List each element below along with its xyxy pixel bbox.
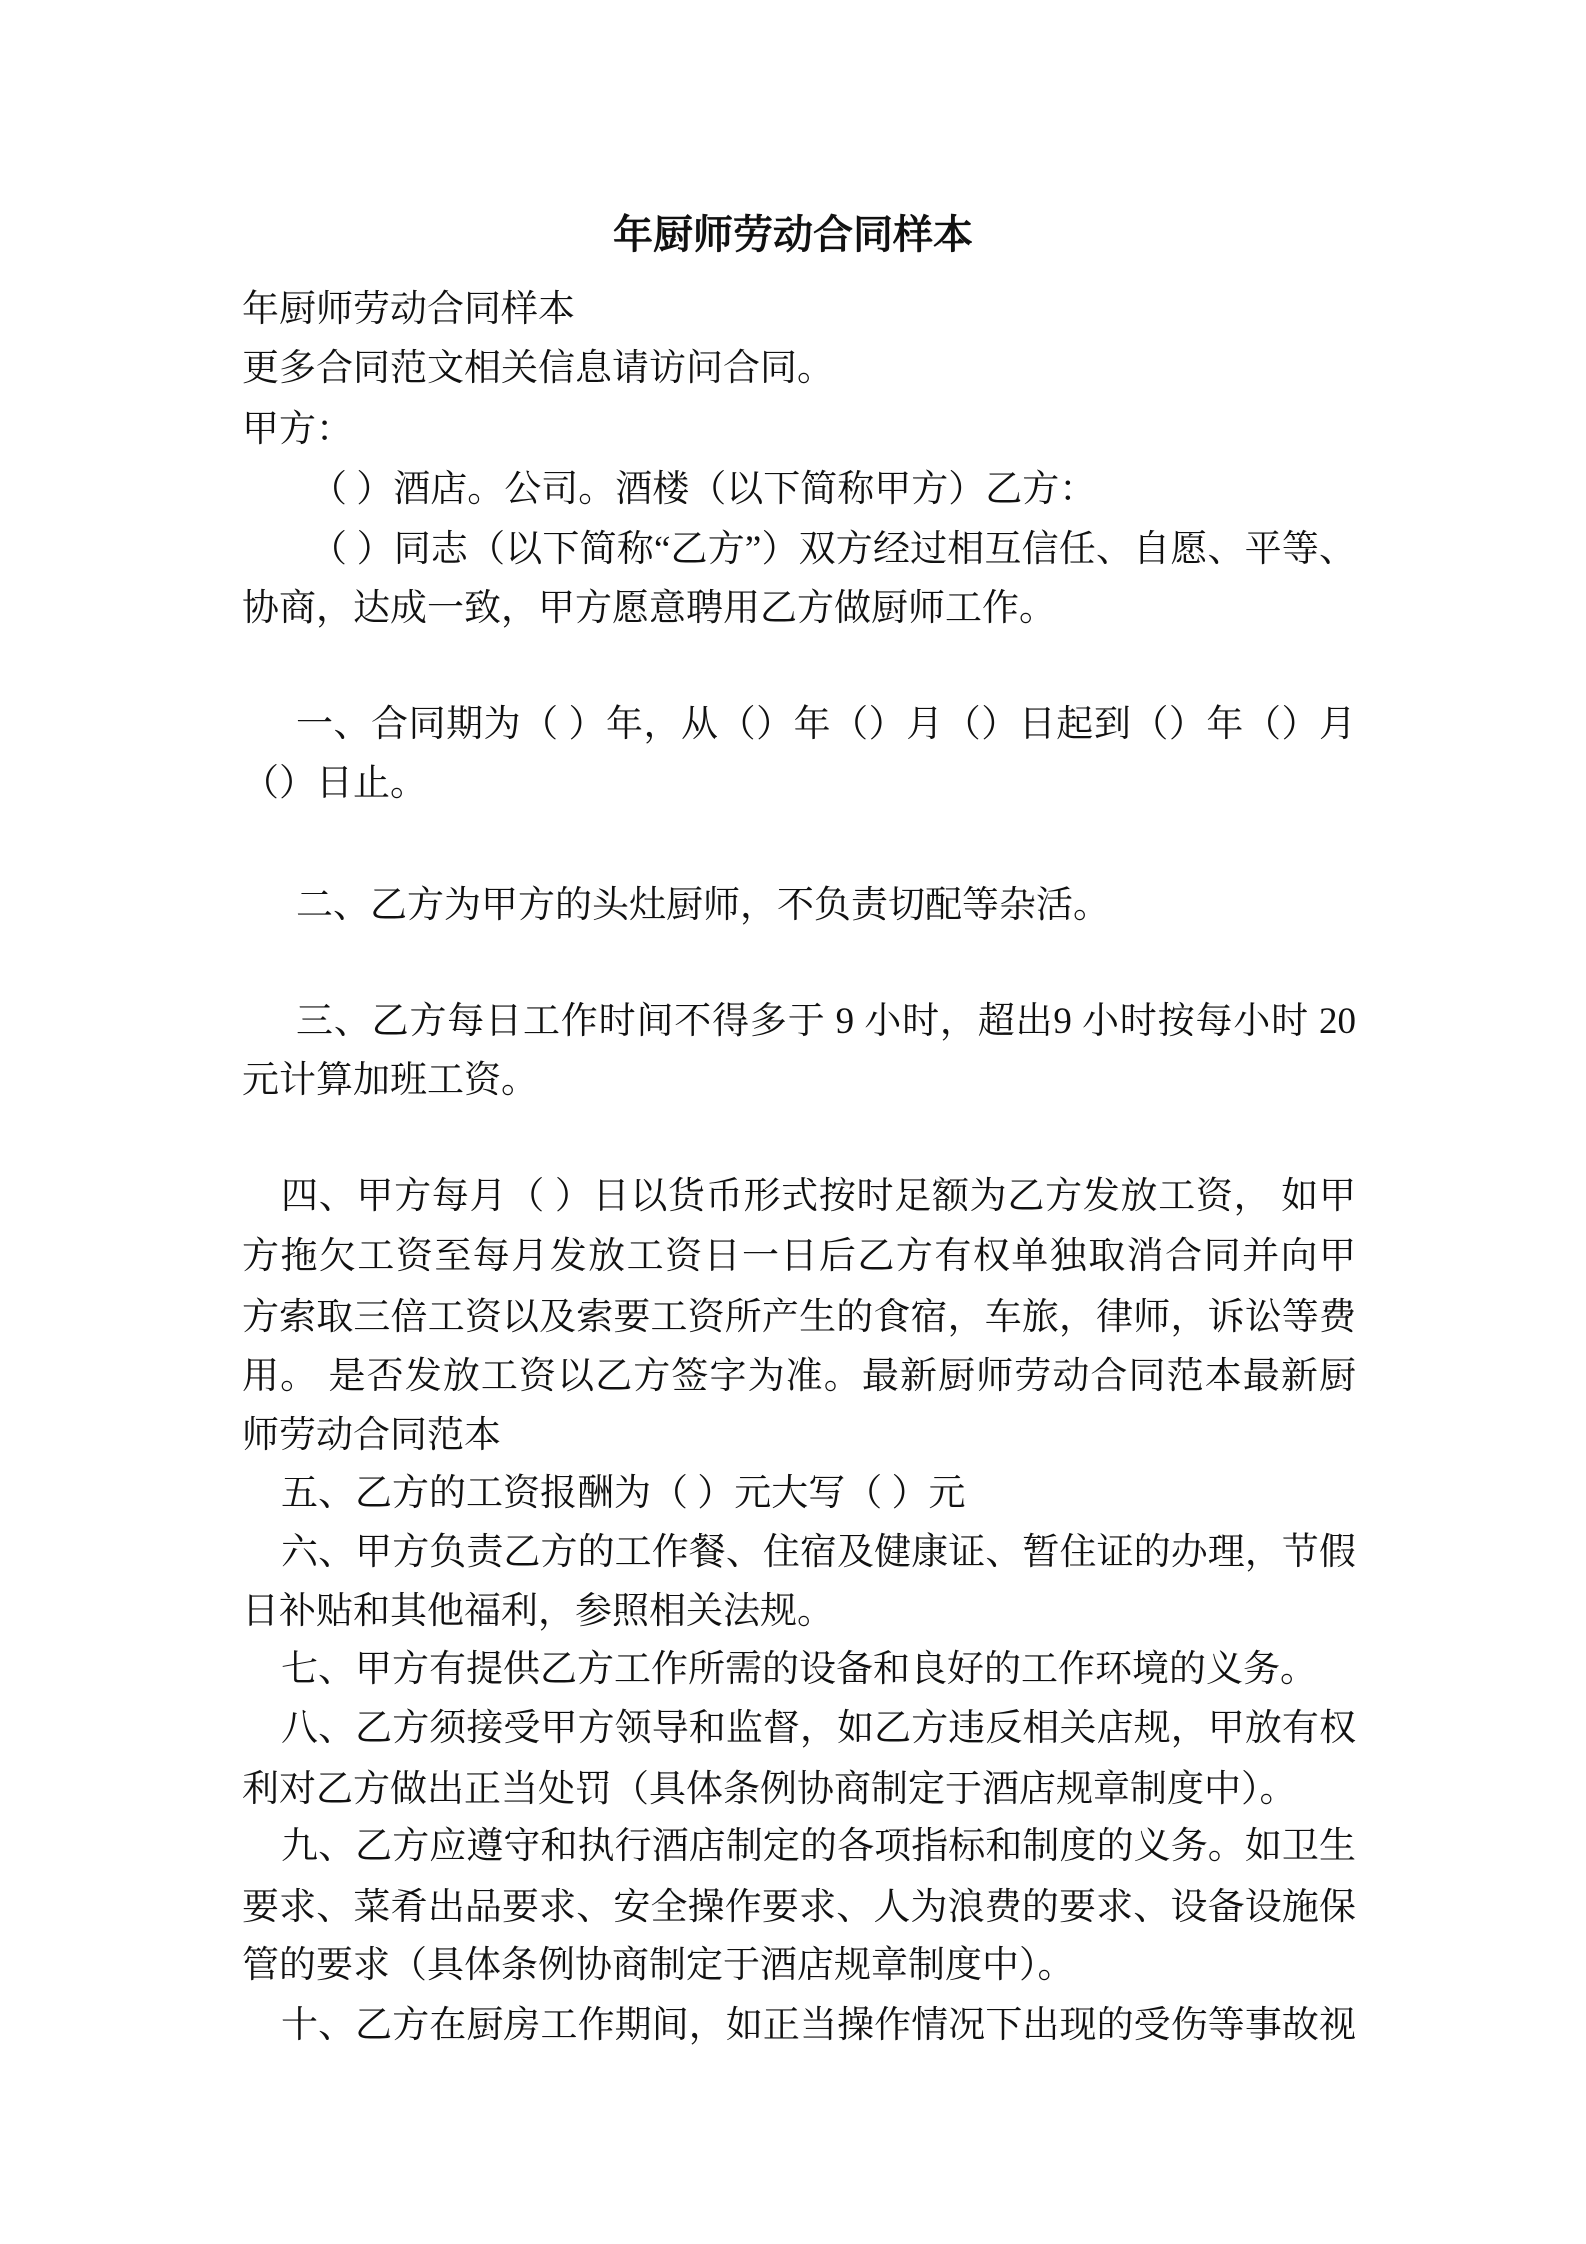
text-line: 五、乙方的工资报酬为（ ）元大写（ ）元 (281, 1473, 966, 1514)
text-line: 要求、菜肴出品要求、安全操作要求、人为浪费的要求、设备设施保 (242, 1887, 1356, 1928)
text-line: （）日止。 (242, 763, 427, 804)
text-line: 十、乙方在厨房工作期间，如正当操作情况下出现的受伤等事故视 (281, 2005, 1356, 2046)
text-line: （ ）酒店。公司。酒楼（以下简称甲方）乙方： (310, 469, 1097, 510)
text-line: 管的要求（具体条例协商制定于酒店规章制度中）。 (242, 1945, 1075, 1986)
text-line: 师劳动合同范本 (242, 1415, 501, 1456)
text-line: 四、甲方每月（ ）日以货币形式按时足额为乙方发放工资， 如甲 (281, 1176, 1356, 1217)
text-line: 八、乙方须接受甲方领导和监督，如乙方违反相关店规，甲放有权 (281, 1708, 1356, 1749)
text-line: 二、乙方为甲方的头灶厨师，不负责切配等杂活。 (296, 885, 1110, 926)
text-line: 利对乙方做出正当处罚（具体条例协商制定于酒店规章制度中）。 (242, 1769, 1297, 1810)
text-line: 六、甲方负责乙方的工作餐、住宿及健康证、暂住证的办理，节假 (281, 1532, 1356, 1573)
text-line: （ ）同志（以下简称“乙方”）双方经过相互信任、自愿、平等、 (310, 529, 1356, 570)
text-line: 甲方： (242, 409, 353, 450)
text-line: 更多合同范文相关信息请访问合同。 (242, 348, 834, 389)
text-line: 一、合同期为（ ）年，从（）年（）月（）日起到（）年（）月 (296, 704, 1356, 745)
document-title: 年厨师劳动合同样本 (613, 212, 973, 257)
text-line: 方拖欠工资至每月发放工资日一日后乙方有权单独取消合同并向甲 (242, 1236, 1356, 1277)
text-line: 日补贴和其他福利，参照相关法规。 (242, 1591, 834, 1632)
text-line: 三、乙方每日工作时间不得多于 9 小时，超出9 小时按每小时 20 (296, 1001, 1356, 1042)
text-line: 协商，达成一致，甲方愿意聘用乙方做厨师工作。 (242, 588, 1056, 629)
text-line: 年厨师劳动合同样本 (242, 289, 575, 330)
text-line: 用。 是否发放工资以乙方签字为准。最新厨师劳动合同范本最新厨 (242, 1356, 1356, 1397)
text-line: 九、乙方应遵守和执行酒店制定的各项指标和制度的义务。如卫生 (281, 1826, 1356, 1867)
text-line: 七、甲方有提供乙方工作所需的设备和良好的工作环境的义务。 (281, 1649, 1317, 1690)
text-line: 元计算加班工资。 (242, 1060, 538, 1101)
text-line: 方索取三倍工资以及索要工资所产生的食宿，车旅，律师，诉讼等费 (242, 1297, 1356, 1338)
